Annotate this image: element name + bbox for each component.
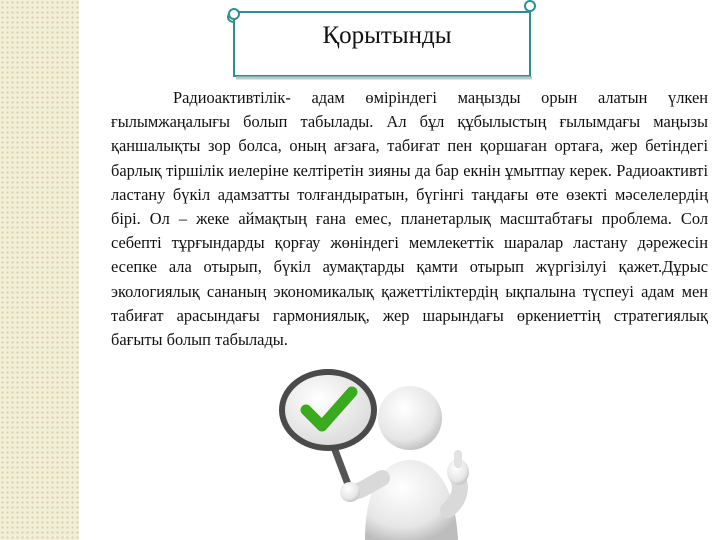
decorative-side-strip bbox=[0, 0, 79, 540]
conclusion-paragraph: Радиоактивтілік- адам өміріндегі маңызды орын алатын үлкен ғылымжаңалығы болып табылады. Ал бұл құбылыстың ғылымдағы маңызы қаншалықты зор болса, оның ағзаға, табиғат пен қоршаған ортаға, жер бетіндегі барлық тіршілік иелеріне келтіретін зияны да бар екнін ұмытпау керек. Радиоактивті ластану бүкіл адамзатты толғандыратын, бүгінгі таңдағы өте өзекті мәселелердің бірі. Ол – жеке аймақтың ғана емес, планетарлық масштабтағы проблема. Сол себепті тұрғындарды қорғау жөніндегі мемлекеттік шаралар ластану дәрежесін есепке ала отырып, бүкіл аумақтарды қамти отырып жүргізілуі қажет.Дұрыс экологиялық сананың экономикалық қажеттіліктердің ықпалына түспеуі адам мен табиғат арасындағы гармониялық, жер шарындағы өркениеттің стратегиялық бағыты болып табылады. bbox=[111, 88, 708, 350]
person-holding-sign-figure bbox=[270, 360, 480, 540]
slide-title: Қорытынды bbox=[322, 22, 452, 49]
